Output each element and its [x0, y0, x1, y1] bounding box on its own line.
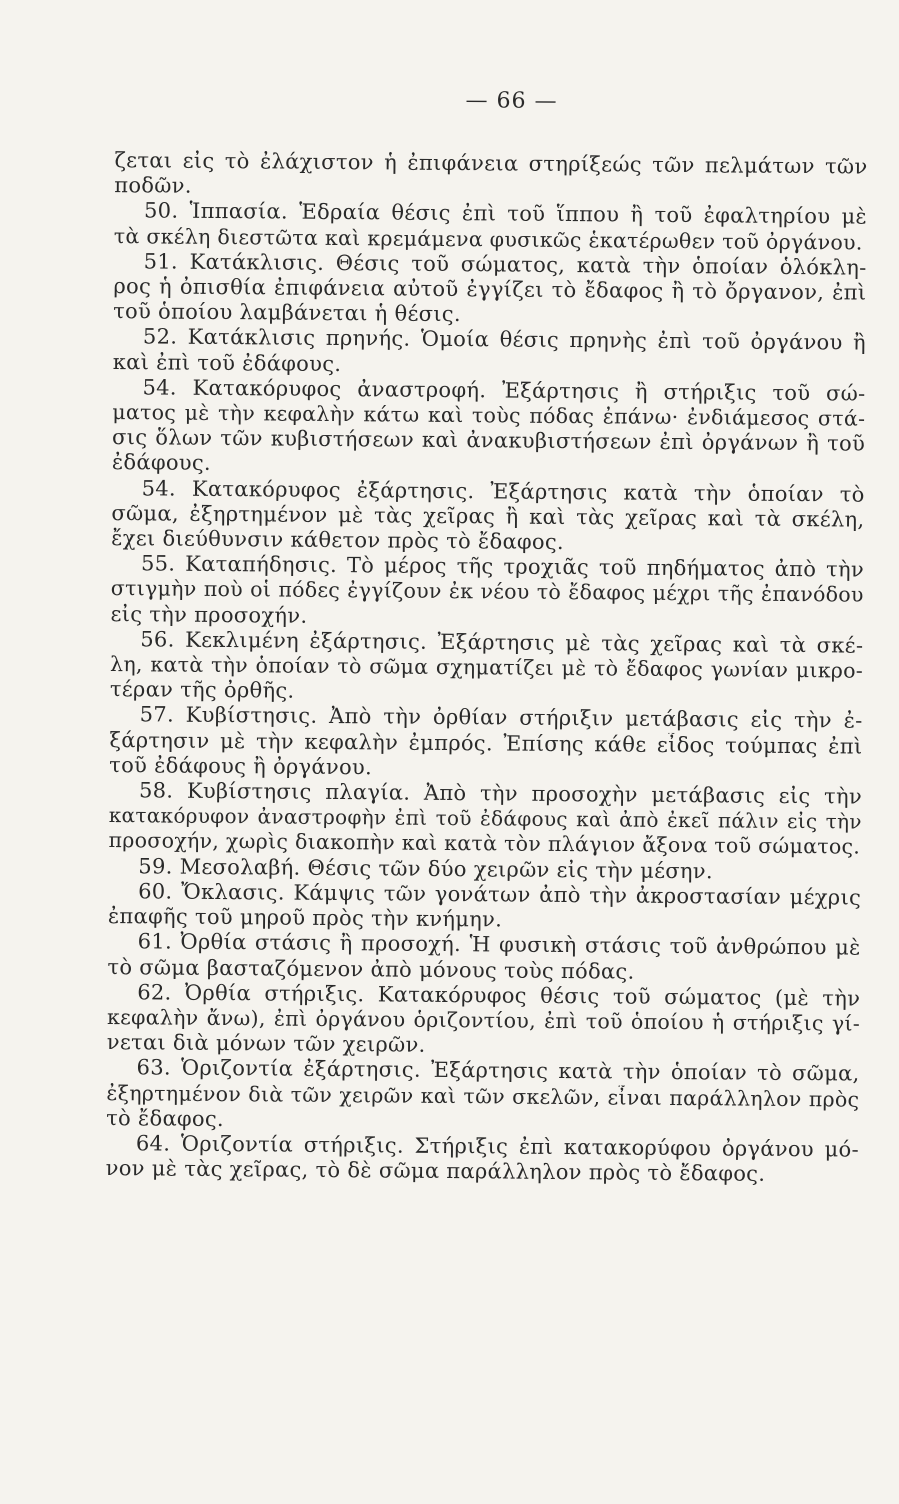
text-line: τέραν τῆς ὀρθῆς. [109, 677, 295, 703]
text-line: νεται διὰ μόνων τῶν χειρῶν. [106, 1030, 426, 1057]
text-line: τὸ σῶμα βασταζόμενον ἀπὸ μόνους τοὺς πόδας. [107, 954, 635, 984]
text-line: ξάρτησιν μὲ τὴν κεφαλὴν ἐμπρός. Ἐπίσης κάθε εἶδος τούμπας ἐπὶ [109, 727, 863, 759]
text-line: τὸ ἔδαφος. [106, 1105, 225, 1131]
text-line: τὰ σκέλη διεστῶτα καὶ κρεμάμενα φυσικῶς ἑκατέρωθεν τοῦ ὀργάνου. [113, 223, 863, 255]
text-line: ἐδάφους. [111, 450, 212, 476]
text-line: καὶ ἐπὶ τοῦ ἐδάφους. [112, 349, 342, 376]
text-line: ζεται εἰς τὸ ἐλάχιστον ἡ ἐπιφάνεια στηρίξεώς τῶν πελμάτων τῶν [114, 148, 868, 179]
text-line: ἔχει διεύθυνσιν κάθετον πρὸς τὸ ἔδαφος. [111, 526, 565, 555]
text-line: 58. Κυβίστησις πλαγία. Ἀπὸ τὴν προσοχὴν μετάβασις εἰς τὴν [138, 778, 863, 809]
text-line: στιγμὴν ποὺ οἱ πόδες ἐγγίζουν ἐκ νέου τὸ ἔδαφος μέχρι τῆς ἐπανόδου [110, 576, 864, 608]
text-line: προσοχήν, χωρὶς διακοπὴν καὶ κατὰ τὸν πλάγιον ἄξονα τοῦ σώματος. [108, 828, 861, 860]
text-line: 60. Ὄκλασις. Κάμψις τῶν γονάτων ἀπὸ τὴν ἀκροστασίαν μέχρις [138, 879, 862, 910]
text-line: 63. Ὁριζοντία ἐξάρτησις. Ἐξάρτησις κατὰ τὴν ὁποίαν τὸ σῶμα, [136, 1055, 860, 1086]
text-body [106, 148, 868, 1188]
text-line: τοῦ ἐδάφους ἢ ὀργάνου. [109, 752, 373, 780]
text-line: 55. Καταπήδησις. Τὸ μέρος τῆς τροχιᾶς τοῦ πηδήματος ἀπὸ τὴν [140, 551, 865, 582]
text-line: 57. Κυβίστησις. Ἀπὸ τὴν ὀρθίαν στήριξιν μετάβασις εἰς τὴν ἐ- [139, 702, 863, 734]
text-line: σις ὅλων τῶν κυβιστήσεων καὶ ἀνακυβιστήσεων ἐπὶ ὀργάνων ἢ τοῦ [111, 425, 866, 456]
text-line: σῶμα, ἐξηρτημένον μὲ τὰς χεῖρας ἢ καὶ τὰς χεῖρας καὶ τὰ σκέλη, [111, 500, 865, 532]
text-line: 52. Κατάκλισις πρηνής. Ὁμοία θέσις πρηνὴς ἐπὶ τοῦ ὀργάνου ἢ [142, 324, 867, 356]
text-line: 64. Ὁριζοντία στήριξις. Στήριξις ἐπὶ κατακορύφου ὀργάνου μό- [135, 1131, 860, 1162]
text-line: κεφαλὴν ἄνω), ἐπὶ ὀργάνου ὁριζοντίου, ἐπὶ τοῦ ὁποίου ἡ στήριξις γί- [106, 1004, 861, 1036]
text-line: 54. Κατακόρυφος ἀναστροφή. Ἐξάρτησις ἢ στήριξις τοῦ σώ- [142, 375, 866, 406]
text-line: 54. Κατακόρυφος ἐξάρτησις. Ἐξάρτησις κατὰ τὴν ὁποίαν τὸ [141, 475, 865, 507]
text-line: 50. Ἱππασία. Ἑδραία θέσις ἐπὶ τοῦ ἵππου ἢ τοῦ ἐφαλτηρίου μὲ [143, 198, 868, 230]
text-line: 56. Κεκλιμένη ἐξάρτησις. Ἐξάρτησις μὲ τὰς χεῖρας καὶ τὰ σκέ- [140, 627, 864, 658]
text-line: 59. Μεσολαβή. Θέσις τῶν δύο χειρῶν εἰς τὴν μέσην. [138, 853, 713, 884]
text-line: 61. Ὀρθία στάσις ἢ προσοχή. Ἡ φυσικὴ στάσις τοῦ ἀνθρώπου μὲ [137, 929, 861, 960]
text-line: εἰς τὴν προσοχήν. [110, 601, 308, 628]
text-line: ἐξηρτημένον διὰ τῶν χειρῶν καὶ τῶν σκελῶν, εἶναι παράλληλον πρὸς [106, 1080, 860, 1112]
text-line: ματος μὲ τὴν κεφαλὴν κάτω καὶ τοὺς πόδας ἐπάνω· ἐνδιάμεσος στά- [112, 400, 866, 431]
text-line: τοῦ ὁποίου λαμβάνεται ἡ θέσις. [113, 299, 462, 327]
text-line: λη, κατὰ τὴν ὁποίαν τὸ σῶμα σχηματίζει μὲ τὸ ἔδαφος γωνίαν μικρο- [110, 652, 864, 683]
text-line: ρος ἡ ὀπισθία ἐπιφάνεια αὐτοῦ ἐγγίζει τὸ ἔδαφος ἢ τὸ ὄργανον, ἐπὶ [113, 274, 867, 305]
page-number: — 66 — [465, 88, 558, 114]
text-line: νον μὲ τὰς χεῖρας, τὸ δὲ σῶμα παράλληλον πρὸς τὸ ἔδαφος. [105, 1156, 766, 1186]
text-line: 62. Ὀρθία στήριξις. Κατακόρυφος θέσις τοῦ σώματος (μὲ τὴν [137, 979, 861, 1011]
text-line: κατακόρυφον ἀναστροφὴν ἐπὶ τοῦ ἐδάφους καὶ ἀπὸ ἐκεῖ πάλιν εἰς τὴν [108, 803, 862, 834]
text-line: 51. Κατάκλισις. Θέσις τοῦ σώματος, κατὰ τὴν ὁποίαν ὁλόκλη- [143, 249, 867, 280]
text-line: ἐπαφῆς τοῦ μηροῦ πρὸς τὴν κνήμην. [107, 904, 503, 932]
text-line: ποδῶν. [114, 173, 192, 198]
